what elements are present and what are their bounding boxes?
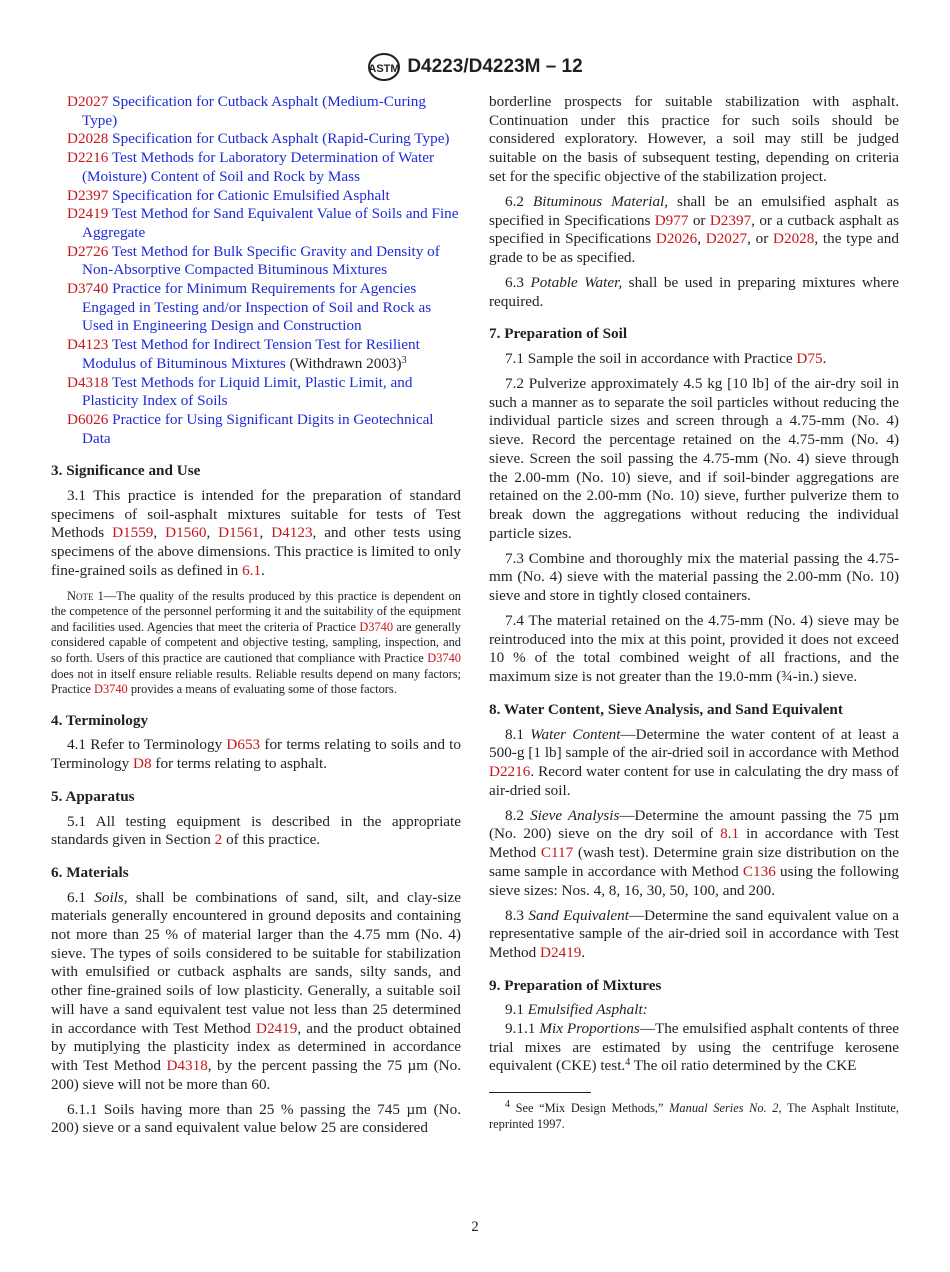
text: 7. Preparation of Soil [489, 325, 628, 343]
standard-link[interactable]: D2028 [773, 230, 815, 248]
section-heading [51, 462, 461, 481]
paragraph [51, 736, 461, 773]
standard-link[interactable]: D2397 [709, 211, 752, 229]
standard-link[interactable]: D4318 [166, 1056, 208, 1074]
standard-link[interactable]: D1561 [218, 524, 260, 542]
reference-item [67, 149, 461, 186]
text: . [261, 561, 265, 579]
text: Emulsified Asphalt: [527, 1001, 648, 1019]
text: are generally considered capable of competent and objective testing, sampling, inspection, and so forth. Users of this practice are cautioned that compliance with Practice [51, 619, 461, 665]
text: 7.3 Combine and thoroughly mix the material passing the 4.75-mm (No. 4) sieve with the material passing the 2.00-mm (No. 10) sieve and store in tightly closed containers. [489, 549, 899, 605]
section-heading [489, 325, 899, 344]
standard-link[interactable]: D6026 [67, 410, 109, 428]
text: . [822, 350, 827, 368]
standard-link[interactable]: D8 [133, 755, 152, 773]
standard-link[interactable]: D3740 [67, 280, 109, 298]
standard-link[interactable]: 6.1 [242, 561, 262, 579]
text: , by the percent passing the 75 µm (No. 200) sieve will not be more than 60. [51, 1056, 462, 1093]
paragraph [489, 375, 899, 543]
text: , or a cutback asphalt as specified in Specifications [489, 211, 899, 248]
text: —Determine the sand equivalent value on a representative sample of the air-dried soil in accordance with Test Method [489, 906, 900, 961]
standard-link[interactable]: C117 [540, 844, 574, 862]
footnote-ref: 3 [401, 354, 407, 366]
footnote-rule [489, 1092, 591, 1093]
text: , [153, 524, 166, 542]
reference-item [67, 130, 461, 149]
text: borderline prospects for suitable stabilization with asphalt. Continuation under this practice for such soils should be considered exploratory. However, a soil may still be judged suitable on the basis of subsequent testing, depending on criteria set for the specific objective of the stabilization project. [489, 93, 899, 185]
text: . [581, 943, 586, 961]
standard-title-link[interactable]: Specification for Cutback Asphalt (Rapid-Curing Type) [108, 130, 450, 148]
standard-title-link[interactable]: Test Methods for Laboratory Determination of Water (Moisture) Content of Soil and Rock by Mass [82, 149, 435, 185]
paragraph [51, 487, 461, 581]
text: Potable Water, [530, 273, 623, 291]
text: . Record water content for use in calculating the dry mass of air-dried soil. [489, 762, 899, 799]
standard-link[interactable]: D2419 [67, 205, 109, 223]
text: 6.2 [505, 192, 533, 210]
standard-link[interactable]: D2216 [489, 762, 531, 780]
text: , [697, 230, 706, 248]
reference-item [67, 411, 461, 448]
text: —The emulsified asphalt contents of three trial mixes are estimated by using the centrifuge kerosene equivalent (CKE) test. [489, 1020, 900, 1075]
right-column [489, 93, 899, 1132]
footnote-ref: 4 [625, 1057, 631, 1069]
reference-item [67, 374, 461, 411]
text: 7.4 The material retained on the 4.75-mm (No. 4) sieve may be reintroduced into the mix at this point, provided it does not exceed 10 % of the total combined weight of all fractions, and the maximum size is not greater than the 19.0-mm (¾-in.) sieve. [489, 612, 899, 686]
paragraph [51, 1101, 461, 1138]
paragraph [489, 726, 899, 801]
text: Note [67, 588, 94, 603]
footnote [489, 1101, 899, 1132]
text: shall be an emulsified asphalt as specified in Specifications [489, 192, 899, 229]
reference-item [67, 280, 461, 336]
reference-item [67, 93, 461, 130]
text: does not in itself ensure reliable results. Reliable results depend on many factors; Practice [51, 666, 461, 697]
standard-link[interactable]: D2028 [67, 130, 109, 148]
paragraph [489, 907, 899, 963]
reference-item [67, 205, 461, 242]
standard-link[interactable]: D1559 [112, 524, 154, 542]
astm-logo-icon [367, 52, 401, 82]
standard-link[interactable]: D2027 [705, 230, 748, 248]
text: , [206, 524, 219, 542]
text: —Determine the water content of at least a 500-g [1 lb] sample of the air-dried soil in accordance with Method [489, 725, 900, 762]
section-heading [51, 864, 461, 883]
paragraph [51, 889, 461, 1095]
text: of this practice. [222, 831, 321, 849]
text: 6.1 [67, 888, 95, 906]
section-heading [51, 788, 461, 807]
text: Soils, [94, 888, 128, 906]
text: 8.2 [505, 806, 531, 824]
paragraph [489, 193, 899, 268]
standard-title-link[interactable]: Test Method for Bulk Specific Gravity and Density of Non-Absorptive Compacted Bituminous Mixtures [82, 242, 440, 279]
text: using the following sieve sizes: Nos. 4, 8, 16, 30, 50, 100, and 200. [489, 862, 899, 899]
reference-item [67, 187, 461, 206]
text: Sand Equivalent [528, 906, 629, 924]
paragraph [489, 274, 899, 311]
text: (wash test). Determine grain size distribution on the same sample in accordance with Method [489, 844, 899, 880]
text: 6.3 [505, 273, 531, 291]
section-heading [51, 712, 461, 731]
text: 9.1.1 [505, 1020, 540, 1038]
text: Water Content [530, 725, 621, 743]
text: 8.1 [505, 725, 531, 743]
standard-link[interactable]: D3740 [94, 682, 128, 697]
text: 5.1 All testing equipment is described in the appropriate standards given in Section [51, 812, 461, 849]
text: Sieve Analysis [530, 806, 620, 824]
note [51, 589, 461, 698]
standard-link[interactable]: D2419 [540, 943, 582, 961]
text: Manual Series No. 2 [669, 1101, 779, 1116]
text: (Withdrawn 2003) [285, 354, 402, 372]
standard-link[interactable]: D4318 [67, 373, 109, 391]
text: provides a means of evaluating some of those factors. [127, 682, 397, 697]
standard-link[interactable]: D1560 [165, 524, 207, 542]
text: 9.1 [505, 1001, 528, 1019]
left-column [51, 93, 461, 1144]
text: 8. Water Content, Sieve Analysis, and Sand Equivalent [489, 700, 843, 718]
standard-title-link[interactable]: Test Method for Indirect Tension Test for Resilient Modulus of Bituminous Mixtures [82, 336, 420, 372]
text: in accordance with Test Method [489, 825, 899, 862]
paragraph [489, 93, 899, 187]
text: 6.1.1 Soils having more than 25 % passing the 745 µm (No. 200) sieve or a sand equivalent value below 25 are considered [51, 1100, 461, 1137]
text: for terms relating to soils and to Terminology [51, 736, 461, 773]
text: shall be used in preparing mixtures where required. [489, 273, 899, 310]
section-heading [489, 701, 899, 720]
paragraph [489, 1001, 899, 1020]
text: , the type and grade to be as specified. [489, 230, 899, 266]
text: , or [747, 230, 774, 248]
text: , and other tests using specimens of the above dimensions. This practice is limited to only fine-grained soils as defined in [51, 524, 462, 579]
text: for terms relating to asphalt. [151, 755, 328, 773]
paragraph [489, 1020, 899, 1076]
text: See “Mix Design Methods,” [510, 1101, 670, 1116]
text: 7.1 Sample the soil in accordance with Practice [505, 350, 797, 368]
text: or [688, 211, 710, 229]
standard-link[interactable]: D3740 [427, 650, 461, 665]
standard-link[interactable]: D2419 [256, 1019, 298, 1037]
reference-item [67, 336, 461, 373]
text: 3. Significance and Use [51, 462, 201, 480]
footnote-ref: 4 [505, 1099, 510, 1111]
standard-link[interactable]: 2 [214, 831, 223, 849]
standard-link[interactable]: D2216 [67, 149, 109, 167]
svg-text:ASTM: ASTM [368, 63, 400, 75]
text: 4. Terminology [51, 711, 149, 729]
standard-link[interactable]: D653 [226, 736, 261, 754]
text: —Determine the amount passing the 75 µm (No. 200) sieve on the dry soil of [489, 806, 900, 843]
standard-link[interactable]: D4123 [271, 524, 313, 542]
reference-item [67, 243, 461, 280]
standard-link[interactable]: D3740 [359, 619, 394, 634]
paragraph [489, 350, 899, 369]
text: 8.3 [505, 906, 529, 924]
paragraph [51, 813, 461, 850]
text: , and the product obtained by mutiplying the plasticity index as determined in accordance with Test Method [51, 1019, 461, 1074]
text: 4.1 Refer to Terminology [67, 736, 227, 754]
paragraph [489, 612, 899, 687]
standard-title-link[interactable]: Practice for Using Significant Digits in Geotechnical Data [82, 410, 434, 447]
page-number: 2 [471, 1219, 479, 1235]
text: 3.1 This practice is intended for the preparation of standard specimens of soil-asphalt mixtures suitable for tests of Test Methods [51, 487, 461, 542]
standard-link[interactable]: D75 [796, 350, 823, 368]
standard-title-link[interactable]: Specification for Cutback Asphalt (Medium-Curing Type) [82, 93, 426, 129]
text: 6. Materials [51, 863, 129, 881]
standard-link[interactable]: D2027 [67, 93, 109, 110]
standard-title-link[interactable]: Test Method for Sand Equivalent Value of Soils and Fine Aggregate [82, 205, 459, 241]
section-heading [489, 977, 899, 996]
text: shall be combinations of sand, silt, and clay-size materials generally encountered in ground deposits and containing not more than 25 % of material larger than the 4.75 mm (No. 4) sieve. The types of soils considered to be suitable for stabilization with emulsified or cutback asphalts are sands, silty sands, and other fine-grained soils of low plasticity. Generally, a suitable soil will have a sand equivalent test value not less than 25 determined in accordance with Test Method [51, 888, 462, 1037]
text: 9. Preparation of Mixtures [489, 976, 662, 994]
standard-link[interactable]: 8.1 [720, 825, 740, 843]
standard-link[interactable]: D977 [654, 211, 689, 229]
paragraph [489, 550, 899, 606]
standard-link[interactable]: D2726 [67, 242, 109, 260]
standard-title-link[interactable]: Specification for Cationic Emulsified Asphalt [108, 186, 390, 204]
document-header [0, 52, 950, 82]
paragraph [489, 807, 899, 901]
text: The oil ratio determined by the CKE [630, 1057, 857, 1075]
text: 1—The quality of the results produced by this practice is dependent on the competence of the personnel performing it and the suitability of the equipment and facilities used. Agencies that meet the criteria of Practice [51, 588, 461, 634]
standard-link[interactable]: D4123 [67, 336, 109, 354]
text: Mix Proportions [539, 1020, 640, 1038]
text: Bituminous Material, [532, 192, 669, 210]
standard-link[interactable]: D2026 [655, 230, 698, 248]
text: 5. Apparatus [51, 787, 135, 805]
designation: D4223/D4223M – 12 [407, 56, 583, 78]
text: , [259, 524, 272, 542]
standard-title-link[interactable]: Test Methods for Liquid Limit, Plastic Limit, and Plasticity Index of Soils [82, 373, 413, 410]
text: , The Asphalt Institute, reprinted 1997. [489, 1101, 900, 1131]
standard-link[interactable]: C136 [742, 862, 776, 880]
standard-title-link[interactable]: Practice for Minimum Requirements for Agencies Engaged in Testing and/or Inspection of Soil and Rock as Used in Engineering Design and Construction [82, 280, 432, 335]
text: 7.2 Pulverize approximately 4.5 kg [10 lb] of the air-dry soil in such a manner as to separate the soil particles without reducing the individual particle sizes and screen through a 4.75-mm (No. 4) sieve. Record the percentage retained on the 4.75-mm (No. 4) sieve. Screen the soil passing the 4.75-mm (No. 4) sieve through the 2.00-mm (No. 10) sieve, and if soil-binder aggregations are retained on the 2.00-mm (No. 10) sieve, further pulverize them to break down the aggregations without reducing the individual particle sizes. [489, 375, 899, 542]
standard-link[interactable]: D2397 [67, 186, 109, 204]
